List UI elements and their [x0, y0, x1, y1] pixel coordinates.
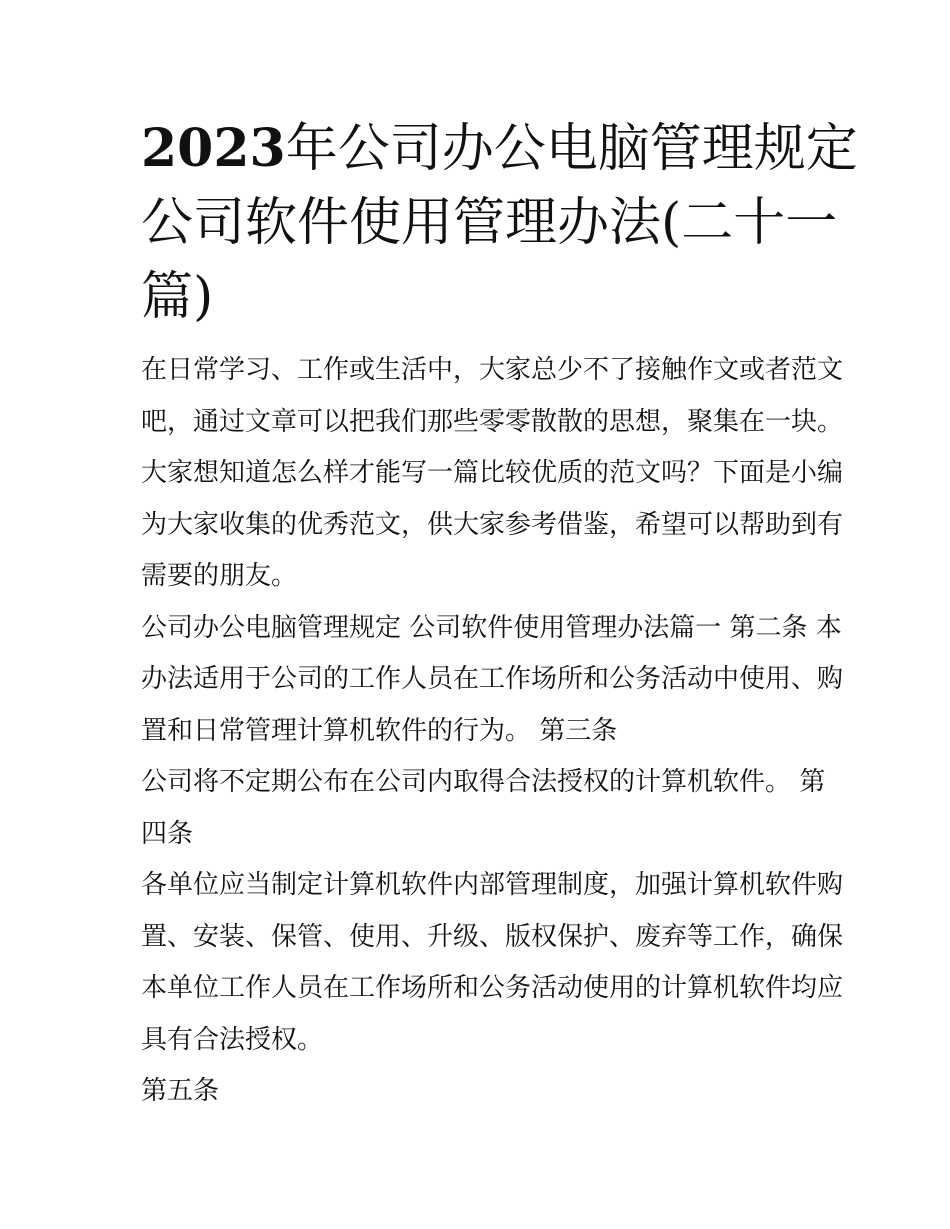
body-line: 大家想知道怎么样才能写一篇比较优质的范文吗？下面是小编 — [141, 458, 844, 488]
body-line: 办法适用于公司的工作人员在工作场所和公务活动中使用、购 — [141, 664, 844, 694]
document-page — [141, 112, 858, 1118]
body-line: 置、安装、保管、使用、升级、版权保护、废弃等工作，确保 — [141, 921, 844, 952]
title-line-3 — [141, 260, 821, 334]
title-text: 年公司办公电脑管理规定 — [285, 119, 858, 179]
body-line: 各单位应当制定计算机软件内部管理制度，加强计算机软件购 — [141, 870, 844, 900]
body-line: 在日常学习、工作或生活中，大家总少不了接触作文或者范文 — [141, 355, 844, 385]
body-line: 四条 — [141, 818, 194, 849]
body-line: 公司办公电脑管理规定 公司软件使用管理办法篇一 第二条 本 — [141, 612, 842, 643]
document-body — [141, 345, 844, 1118]
title-text: 公司软件使用管理办法(二十一 — [141, 193, 838, 253]
body-line: 置和日常管理计算机软件的行为。 第三条 — [141, 715, 618, 746]
title-text: 篇) — [141, 267, 214, 327]
body-line: 为大家收集的优秀范文，供大家参考借鉴，希望可以帮助到有 — [141, 509, 844, 540]
body-line: 公司将不定期公布在公司内取得合法授权的计算机软件。 第 — [141, 767, 826, 797]
title-line-1 — [141, 112, 858, 186]
body-line: 吧，通过文章可以把我们那些零零散散的思想，聚集在一块。 — [141, 406, 844, 437]
body-line: 需要的朋友。 — [141, 561, 298, 591]
title-line-2 — [141, 186, 838, 260]
body-line: 第五条 — [141, 1076, 220, 1106]
body-line: 具有合法授权。 — [141, 1024, 324, 1055]
document-title — [141, 112, 858, 334]
title-year: 2023 — [141, 118, 286, 179]
body-line: 本单位工作人员在工作场所和公务活动使用的计算机软件均应 — [141, 973, 844, 1003]
